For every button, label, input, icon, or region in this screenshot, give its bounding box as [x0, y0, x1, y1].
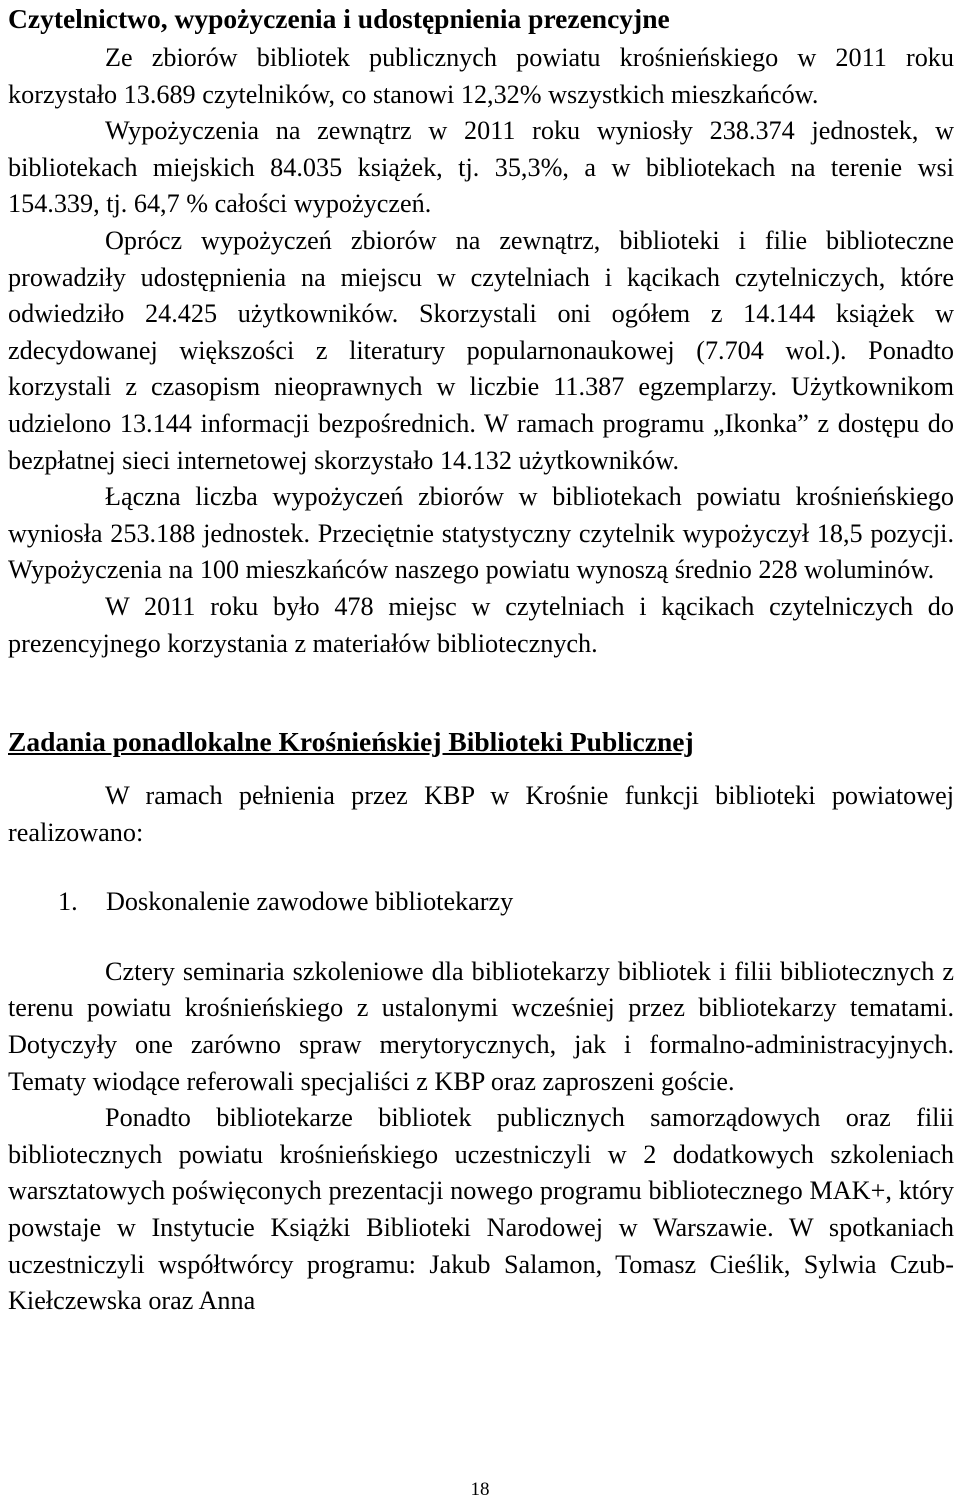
paragraph-readers-count: Ze zbiorów bibliotek publicznych powiatu krośnieńskiego w 2011 roku korzystało 13.689 czytelników, co stanowi 12,32% wszystkich mieszkańców.	[8, 43, 954, 109]
list-item-number: 1.	[58, 887, 78, 917]
paragraph-total-loans: Łączna liczba wypożyczeń zbiorów w bibliotekach powiatu krośnieńskiego wyniosła 253.188 jednostek. Przeciętnie statystyczny czytelnik wypożyczył 18,5 pozycji. Wypożyczenia na 100 mieszkańców naszego powiatu wynoszą średnio 228 woluminów.	[8, 482, 954, 585]
list-item-professional-training	[8, 884, 954, 921]
list-item-label: Doskonalenie zawodowe bibliotekarzy	[106, 887, 514, 917]
paragraph-reading-seats: W 2011 roku było 478 miejsc w czytelniach i kącikach czytelniczych do prezencyjnego korzystania z materiałów bibliotecznych.	[8, 591, 954, 658]
paragraph-workshops: Ponadto bibliotekarze bibliotek publicznych samorządowych oraz filii bibliotecznych powiatu krośnieńskiego uczestniczyli w 2 dodatkowych szkoleniach warsztatowych poświęconych prezentacji nowego programu bibliotecznego MAK+, który powstaje w Instytucie Książki Biblioteki Narodowej w Warszawie. W spotkaniach uczestniczyli współtwórcy programu: Jakub Salamon, Tomasz Cieślik, Sylwia Czub-Kiełczewska oraz Anna	[8, 1103, 954, 1316]
document-page	[8, 0, 954, 1320]
paragraph-external-loans: Wypożyczenia na zewnątrz w 2011 roku wyniosły 238.374 jednostek, w bibliotekach miejskich 84.035 książek, tj. 35,3%, a w bibliotekach na terenie wsi 154.339, tj. 64,7 % całości wypożyczeń.	[8, 116, 954, 219]
page-number: 18	[470, 1479, 490, 1500]
paragraph-onsite-access: Oprócz wypożyczeń zbiorów na zewnątrz, biblioteki i filie biblioteczne prowadziły udostępnienia na miejscu w czytelniach i kącikach czytelniczych, które odwiedziło 24.425 użytkowników. Skorzystali oni ogółem z 14.144 książek w zdecydowanej większości z literatury popularnonaukowej (7.704 wol.). Ponadto korzystali z czasopism nieoprawnych w liczbie 11.387 egzemplarzy. Użytkownikom udzielono 13.144 informacji bezpośrednich. W ramach programu „Ikonka” z dostępu do bezpłatnej sieci internetowej skorzystało 14.132 użytkowników.	[8, 225, 954, 475]
section-title-supralocal-tasks: Zadania ponadlokalne Krośnieńskiej Biblioteki Publicznej	[8, 726, 694, 758]
paragraph-intro: W ramach pełnienia przez KBP w Krośnie funkcji biblioteki powiatowej realizowano:	[8, 781, 954, 847]
section-title-readership: Czytelnictwo, wypożyczenia i udostępnienia prezencyjne	[8, 3, 670, 34]
paragraph-seminars: Cztery seminaria szkoleniowe dla bibliotekarzy bibliotek i filii bibliotecznych z terenu powiatu krośnieńskiego z ustalonymi wcześniej przez bibliotekarzy tematami. Dotyczyły one zarówno spraw merytorycznych, jak i formalno-administracyjnych. Tematy wiodące referowali specjaliści z KBP oraz zaproszeni goście.	[8, 956, 954, 1096]
